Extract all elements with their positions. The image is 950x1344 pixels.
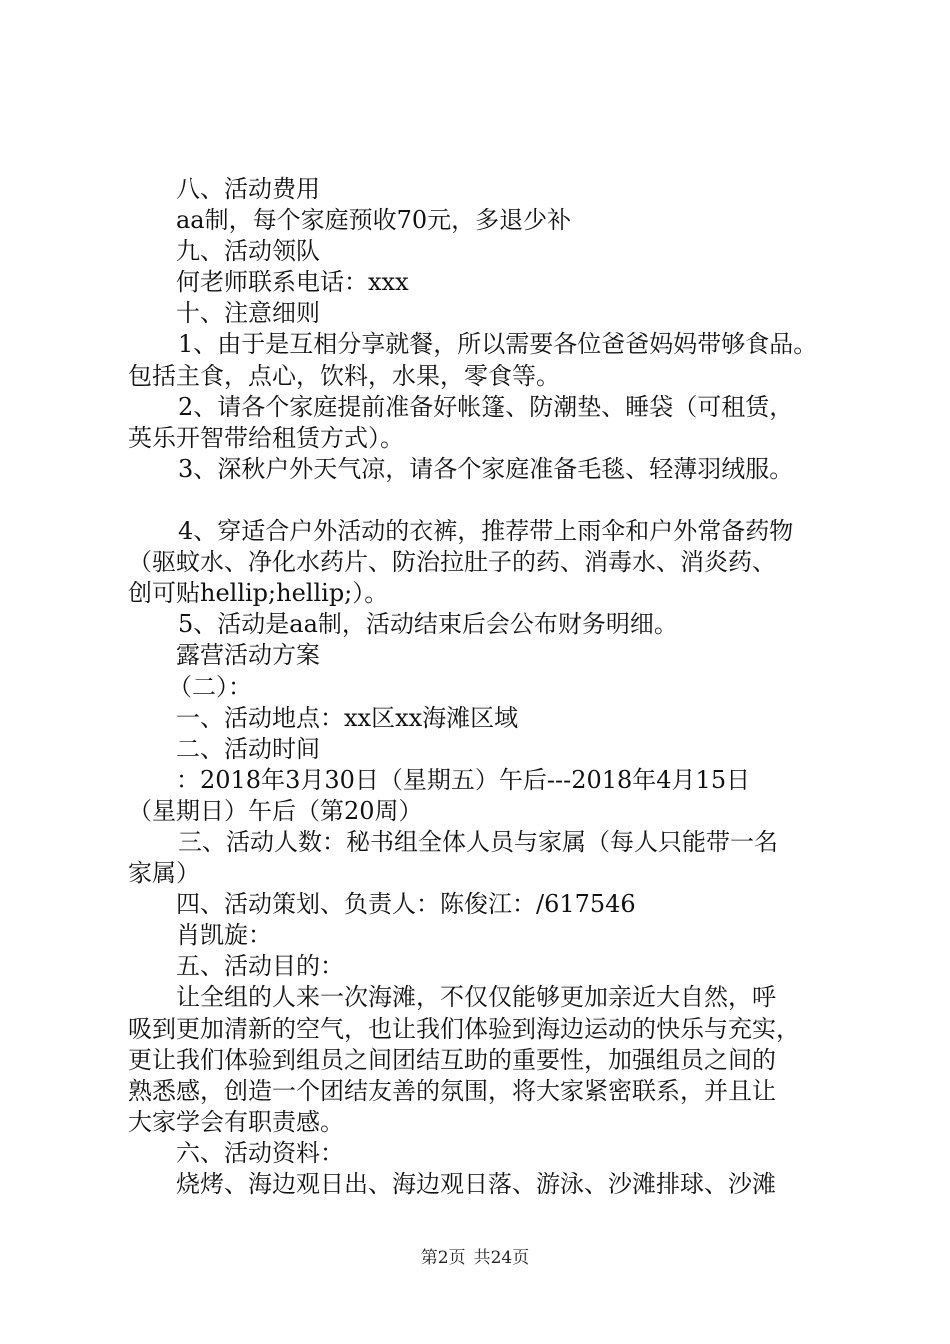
paragraph-continuation: 大家学会有职责感。 — [128, 1107, 344, 1136]
list-item-line: 2、请各个家庭提前准备好帐篷、防潮垫、睡袋（可租赁， — [178, 392, 794, 421]
document-title: 露营活动方案 — [176, 641, 320, 670]
page-footer — [0, 1243, 950, 1268]
blank-line — [128, 485, 838, 516]
list-item-line: 1、由于是互相分享就餐，所以需要各位爸爸妈妈带够食品。 — [178, 330, 818, 359]
paragraph-continuation: 吸到更加清新的空气，也让我们体验到海边运动的快乐与充实， — [128, 1014, 800, 1043]
page-number: 第2页 — [420, 1248, 466, 1268]
section-heading: 八、活动费用 — [176, 175, 320, 203]
section-heading: 二、活动时间 — [176, 734, 320, 763]
section-heading: 九、活动领队 — [176, 237, 320, 266]
paragraph-line: 何老师联系电话：xxx — [176, 268, 409, 297]
section-heading: 四、活动策划、负责人：陈俊江：/617546 — [176, 890, 636, 919]
paragraph-line: 肖凯旋： — [176, 921, 272, 950]
paragraph-continuation: 家属） — [128, 859, 200, 888]
document-body — [128, 174, 838, 1200]
section-heading: 一、活动地点：xx区xx海滩区域 — [176, 703, 519, 732]
section-heading: 五、活动目的： — [176, 952, 344, 981]
page-total: 共24页 — [473, 1248, 530, 1268]
paragraph-continuation: 更让我们体验到组员之间团结互助的重要性，加强组员之间的 — [128, 1045, 776, 1074]
paragraph-line: 烧烤、海边观日出、海边观日落、游泳、沙滩排球、沙滩 — [176, 1170, 776, 1198]
list-item-continuation: （驱蚊水、净化水药片、防治拉肚子的药、消毒水、消炎药、 — [128, 548, 776, 577]
list-item-line: 5、活动是aa制，活动结束后会公布财务明细。 — [178, 610, 678, 639]
list-item-continuation: 包括主食，点心，饮料，水果，零食等。 — [128, 361, 560, 390]
list-item-line: 3、深秋户外天气凉，请各个家庭准备毛毯、轻薄羽绒服。 — [178, 454, 794, 483]
paragraph-continuation: （星期日）午后（第20周） — [128, 796, 423, 825]
section-heading: 三、活动人数：秘书组全体人员与家属（每人只能带一名 — [178, 827, 778, 856]
section-heading: 六、活动资料： — [176, 1138, 344, 1167]
list-item-line: 4、穿适合户外活动的衣裤，推荐带上雨伞和户外常备药物 — [178, 517, 794, 546]
section-heading: 十、注意细则 — [176, 299, 320, 328]
paragraph-line: 让全组的人来一次海滩，不仅仅能够更加亲近大自然，呼 — [176, 983, 776, 1012]
list-item-continuation: 英乐开智带给租赁方式）。 — [128, 423, 404, 452]
paragraph-line: ：2018年3月30日（星期五）午后---2018年4月15日 — [176, 765, 751, 794]
document-subtitle: （二）： — [168, 672, 252, 701]
paragraph-continuation: 熟悉感，创造一个团结友善的氛围，将大家紧密联系，并且让 — [128, 1076, 776, 1105]
list-item-continuation: 创可贴hellip;hellip;）。 — [128, 579, 389, 608]
paragraph-line: aa制，每个家庭预收70元，多退少补 — [176, 206, 572, 235]
